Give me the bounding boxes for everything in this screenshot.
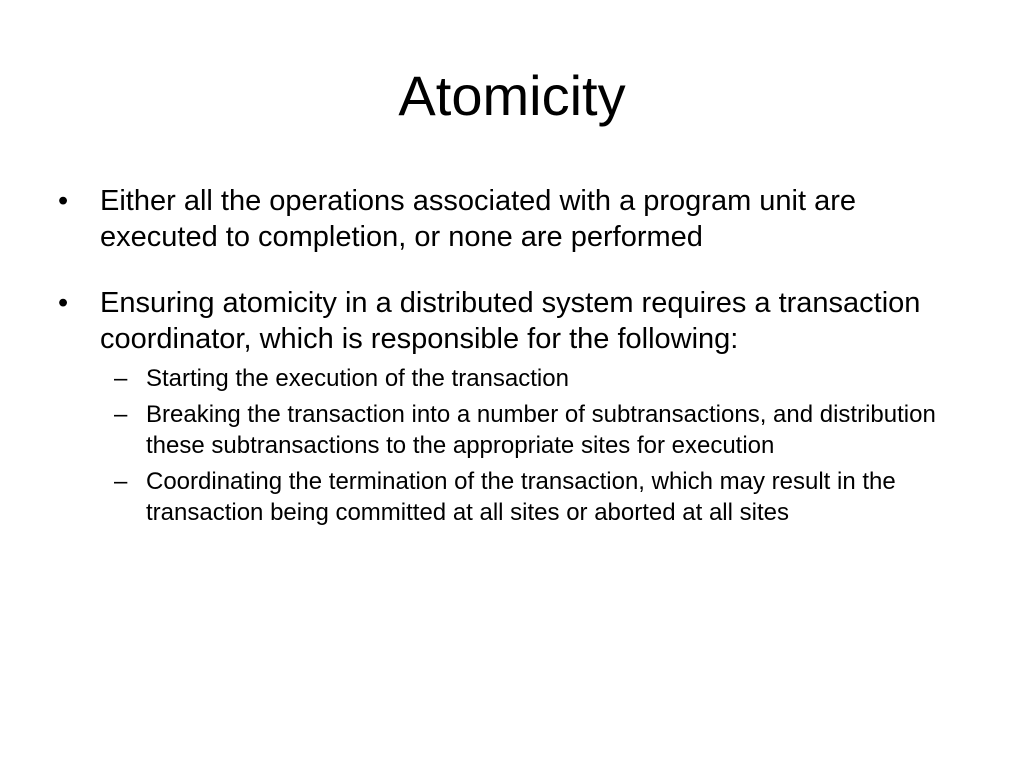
bullet-text: Ensuring atomicity in a distributed system requires a transaction coordinator, which is responsible for the following: <box>100 287 921 355</box>
bullet-marker: • <box>58 185 69 217</box>
sub-bullet-list <box>100 363 968 528</box>
sub-bullet-marker: – <box>114 468 128 495</box>
sub-bullet-item <box>100 363 968 394</box>
sub-bullet-text: Starting the execution of the transaction <box>146 365 569 392</box>
sub-bullet-text: Breaking the transaction into a number of subtransactions, and distribution these subtransactions to the appropriate sites for execution <box>146 401 936 459</box>
sub-bullet-item <box>100 466 968 528</box>
slide-title: Atomicity <box>398 64 626 127</box>
bullet-text: Either all the operations associated with a program unit are executed to completion, or none are performed <box>100 185 857 253</box>
slide-body <box>58 183 968 558</box>
bullet-item <box>58 183 968 255</box>
bullet-marker: • <box>58 287 69 319</box>
sub-bullet-text: Coordinating the termination of the transaction, which may result in the transaction being committed at all sites or aborted at all sites <box>146 468 896 526</box>
sub-bullet-marker: – <box>114 365 128 392</box>
sub-bullet-item <box>100 399 968 461</box>
sub-bullet-marker: – <box>114 401 128 428</box>
bullet-item <box>58 285 968 528</box>
